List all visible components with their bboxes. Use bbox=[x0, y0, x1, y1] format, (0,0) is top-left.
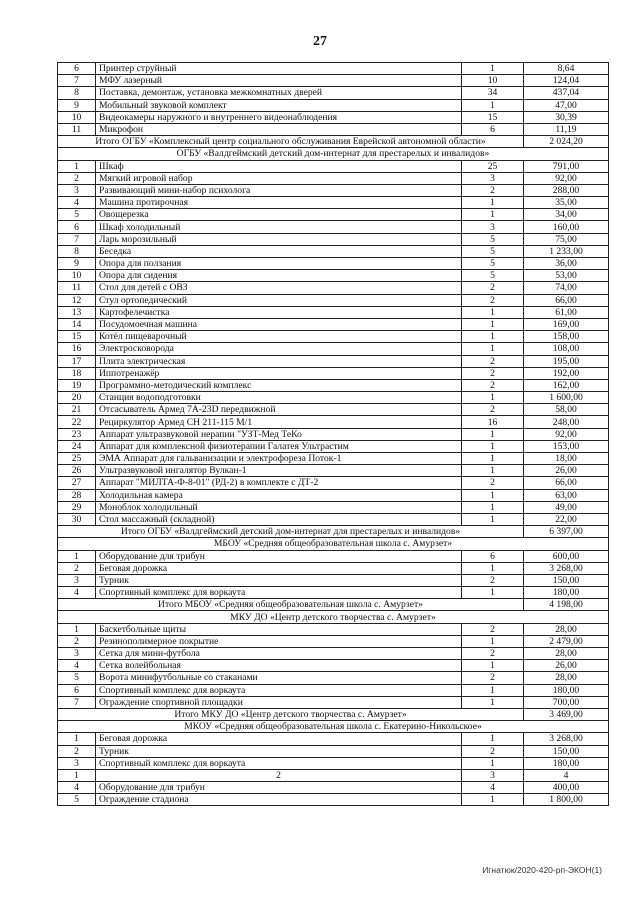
section-header-row bbox=[58, 538, 609, 550]
row-number: 5 bbox=[58, 794, 96, 806]
item-quantity: 1 bbox=[462, 513, 524, 525]
item-sum: 35,00 bbox=[524, 197, 609, 209]
footer-code: Игнатюк/2020-420-рп-ЭКОН(1) bbox=[482, 865, 602, 875]
row-number: 4 bbox=[58, 197, 96, 209]
row-number: 8 bbox=[58, 245, 96, 257]
item-sum: 153,00 bbox=[524, 440, 609, 452]
table-row bbox=[58, 245, 609, 257]
row-number: 1 bbox=[58, 160, 96, 172]
item-sum: 2 479,00 bbox=[524, 635, 609, 647]
item-quantity: 15 bbox=[462, 111, 524, 123]
total-row bbox=[58, 599, 609, 611]
item-sum: 169,00 bbox=[524, 318, 609, 330]
row-number: 1 bbox=[58, 733, 96, 745]
table-row bbox=[58, 99, 609, 111]
item-name: Поставка, демонтаж, установка межкомнатных дверей bbox=[96, 87, 462, 99]
item-quantity: 6 bbox=[462, 123, 524, 135]
total-label: Итого МКУ ДО «Центр детского творчества с. Амурзет» bbox=[58, 708, 524, 720]
row-number: 1 bbox=[58, 550, 96, 562]
table-row bbox=[58, 623, 609, 635]
item-name: Сетка волейбольная bbox=[96, 660, 462, 672]
item-quantity: 1 bbox=[462, 392, 524, 404]
item-name: Спортивный комплекс для воркаута bbox=[96, 684, 462, 696]
table-row bbox=[58, 75, 609, 87]
item-name: Аппарат для комплексной физиотерапии Галатея Ультрастим bbox=[96, 440, 462, 452]
table-row bbox=[58, 270, 609, 282]
item-sum: 195,00 bbox=[524, 355, 609, 367]
item-name: Программно-методический комплекс bbox=[96, 379, 462, 391]
item-name: Стул ортопедический bbox=[96, 294, 462, 306]
total-row bbox=[58, 526, 609, 538]
item-sum: 75,00 bbox=[524, 233, 609, 245]
row-number: 18 bbox=[58, 367, 96, 379]
item-name: Резинополимерное покрытие bbox=[96, 635, 462, 647]
row-number: 5 bbox=[58, 209, 96, 221]
row-number: 4 bbox=[58, 587, 96, 599]
item-name: Турник bbox=[96, 745, 462, 757]
item-sum: 180,00 bbox=[524, 684, 609, 696]
item-name: Рециркулятор Армед СН 211-115 М/1 bbox=[96, 416, 462, 428]
row-number: 2 bbox=[58, 562, 96, 574]
item-name: Турник bbox=[96, 574, 462, 586]
item-name: Аппарат ультразвуковой нерапии "УЗТ-Мед ТеКо bbox=[96, 428, 462, 440]
item-sum: 124,04 bbox=[524, 75, 609, 87]
table-row bbox=[58, 87, 609, 99]
table-row bbox=[58, 416, 609, 428]
table-row bbox=[58, 306, 609, 318]
table-row bbox=[58, 282, 609, 294]
row-number: 3 bbox=[58, 574, 96, 586]
table-row bbox=[58, 123, 609, 135]
table-row bbox=[58, 184, 609, 196]
row-number: 2 bbox=[58, 745, 96, 757]
item-quantity: 1 bbox=[462, 428, 524, 440]
table-row bbox=[58, 63, 609, 75]
item-quantity: 2 bbox=[462, 623, 524, 635]
table-row bbox=[58, 733, 609, 745]
item-name: Иппотренажёр bbox=[96, 367, 462, 379]
item-quantity: 1 bbox=[462, 684, 524, 696]
row-number: 12 bbox=[58, 294, 96, 306]
item-sum: 63,00 bbox=[524, 489, 609, 501]
section-header-row bbox=[58, 611, 609, 623]
table-row bbox=[58, 111, 609, 123]
table-row bbox=[58, 355, 609, 367]
item-quantity: 2 bbox=[462, 379, 524, 391]
total-row bbox=[58, 708, 609, 720]
item-quantity: 1 bbox=[462, 440, 524, 452]
item-sum: 437,04 bbox=[524, 87, 609, 99]
table-row bbox=[58, 587, 609, 599]
row-number: 10 bbox=[58, 270, 96, 282]
item-sum: 58,00 bbox=[524, 404, 609, 416]
item-quantity: 1 bbox=[462, 197, 524, 209]
item-quantity: 1 bbox=[462, 465, 524, 477]
item-quantity: 2 bbox=[462, 282, 524, 294]
item-name: Опора для сидения bbox=[96, 270, 462, 282]
table-row bbox=[58, 635, 609, 647]
item-sum: 192,00 bbox=[524, 367, 609, 379]
table-row bbox=[58, 465, 609, 477]
item-name: Котёл пищеварочный bbox=[96, 331, 462, 343]
row-number: 1 bbox=[58, 623, 96, 635]
item-name: Ультразвуковой ингалятор Вулкан-1 bbox=[96, 465, 462, 477]
item-name: ЭМА Аппарат для гальванизации и электрофореза Поток-1 bbox=[96, 453, 462, 465]
row-number: 6 bbox=[58, 684, 96, 696]
item-quantity: 4 bbox=[462, 782, 524, 794]
row-number: 23 bbox=[58, 428, 96, 440]
item-quantity: 1 bbox=[462, 63, 524, 75]
item-sum: 4 bbox=[524, 769, 609, 781]
item-name: Видеокамеры наружного и внутреннего видеонаблюдения bbox=[96, 111, 462, 123]
item-name: Овощерезка bbox=[96, 209, 462, 221]
row-number: 3 bbox=[58, 648, 96, 660]
table-row bbox=[58, 794, 609, 806]
row-number: 7 bbox=[58, 75, 96, 87]
item-quantity: 10 bbox=[462, 75, 524, 87]
item-sum: 150,00 bbox=[524, 574, 609, 586]
row-number: 2 bbox=[58, 635, 96, 647]
item-sum: 66,00 bbox=[524, 294, 609, 306]
table-row bbox=[58, 477, 609, 489]
page-number: 27 bbox=[313, 34, 327, 49]
row-number: 3 bbox=[58, 757, 96, 769]
item-quantity: 1 bbox=[462, 318, 524, 330]
row-number: 22 bbox=[58, 416, 96, 428]
item-sum: 108,00 bbox=[524, 343, 609, 355]
row-number: 9 bbox=[58, 99, 96, 111]
item-quantity: 3 bbox=[462, 221, 524, 233]
table-row bbox=[58, 367, 609, 379]
table-row bbox=[58, 318, 609, 330]
table-row bbox=[58, 160, 609, 172]
table-row bbox=[58, 648, 609, 660]
item-name: Беговая дорожка bbox=[96, 733, 462, 745]
item-quantity: 2 bbox=[462, 477, 524, 489]
item-quantity: 16 bbox=[462, 416, 524, 428]
item-sum: 180,00 bbox=[524, 757, 609, 769]
item-name: Развивающий мини-набор психолога bbox=[96, 184, 462, 196]
total-sum: 2 024,20 bbox=[524, 136, 609, 148]
item-name: Оборудование для трибун bbox=[96, 782, 462, 794]
table-row bbox=[58, 294, 609, 306]
item-sum: 30,39 bbox=[524, 111, 609, 123]
section-title: МКУ ДО «Центр детского творчества с. Амурзет» bbox=[58, 611, 609, 623]
table-row bbox=[58, 209, 609, 221]
item-sum: 700,00 bbox=[524, 696, 609, 708]
table-row bbox=[58, 660, 609, 672]
item-quantity: 5 bbox=[462, 258, 524, 270]
row-number: 13 bbox=[58, 306, 96, 318]
item-quantity: 1 bbox=[462, 209, 524, 221]
item-name: Стол для детей с ОВЗ bbox=[96, 282, 462, 294]
item-sum: 36,00 bbox=[524, 258, 609, 270]
item-sum: 400,00 bbox=[524, 782, 609, 794]
item-name: Машина протирочная bbox=[96, 197, 462, 209]
item-quantity: 5 bbox=[462, 270, 524, 282]
row-number: 9 bbox=[58, 258, 96, 270]
item-name: Шкаф bbox=[96, 160, 462, 172]
item-sum: 53,00 bbox=[524, 270, 609, 282]
item-quantity: 1 bbox=[462, 794, 524, 806]
item-name: Микрофон bbox=[96, 123, 462, 135]
table-row bbox=[58, 379, 609, 391]
item-quantity: 2 bbox=[462, 672, 524, 684]
table-row bbox=[58, 453, 609, 465]
total-sum: 6 397,00 bbox=[524, 526, 609, 538]
row-number: 24 bbox=[58, 440, 96, 452]
item-name: Электросковорода bbox=[96, 343, 462, 355]
row-number: 17 bbox=[58, 355, 96, 367]
item-quantity: 2 bbox=[462, 745, 524, 757]
item-quantity: 2 bbox=[462, 367, 524, 379]
total-label: Итого ОГБУ «Комплексный центр социального обслуживания Еврейской автономной области» bbox=[58, 136, 524, 148]
item-sum: 180,00 bbox=[524, 587, 609, 599]
table-row bbox=[58, 258, 609, 270]
item-name: Опора для ползания bbox=[96, 258, 462, 270]
item-quantity: 2 bbox=[462, 574, 524, 586]
item-sum: 18,00 bbox=[524, 453, 609, 465]
item-quantity: 5 bbox=[462, 245, 524, 257]
item-name: Посудомоечная машина bbox=[96, 318, 462, 330]
item-sum: 11,19 bbox=[524, 123, 609, 135]
item-sum: 22,00 bbox=[524, 513, 609, 525]
item-sum: 158,00 bbox=[524, 331, 609, 343]
item-quantity: 1 bbox=[462, 99, 524, 111]
table-row bbox=[58, 574, 609, 586]
item-sum: 8,64 bbox=[524, 63, 609, 75]
table-row bbox=[58, 428, 609, 440]
item-name: Холодильная камера bbox=[96, 489, 462, 501]
item-quantity: 1 bbox=[462, 696, 524, 708]
item-quantity: 25 bbox=[462, 160, 524, 172]
row-number: 4 bbox=[58, 782, 96, 794]
row-number: 11 bbox=[58, 282, 96, 294]
row-number: 1 bbox=[58, 769, 96, 781]
row-number: 6 bbox=[58, 63, 96, 75]
section-header-row bbox=[58, 721, 609, 733]
table-row bbox=[58, 696, 609, 708]
item-quantity: 2 bbox=[462, 355, 524, 367]
section-title: МКОУ «Средняя общеобразовательная школа с. Екатерино-Никольское» bbox=[58, 721, 609, 733]
table-row bbox=[58, 343, 609, 355]
item-sum: 74,00 bbox=[524, 282, 609, 294]
item-sum: 162,00 bbox=[524, 379, 609, 391]
total-sum: 3 469,00 bbox=[524, 708, 609, 720]
section-title: МБОУ «Средняя общеобразовательная школа с. Амурзет» bbox=[58, 538, 609, 550]
item-sum: 26,00 bbox=[524, 465, 609, 477]
row-number: 10 bbox=[58, 111, 96, 123]
item-sum: 61,00 bbox=[524, 306, 609, 318]
row-number: 2 bbox=[58, 172, 96, 184]
item-sum: 28,00 bbox=[524, 648, 609, 660]
item-quantity: 2 bbox=[462, 404, 524, 416]
row-number: 4 bbox=[58, 660, 96, 672]
row-number: 14 bbox=[58, 318, 96, 330]
item-name: Моноблок холодильный bbox=[96, 501, 462, 513]
item-sum: 248,00 bbox=[524, 416, 609, 428]
item-name: Сетка для мини-футбола bbox=[96, 648, 462, 660]
item-name: Станция водоподготовки bbox=[96, 392, 462, 404]
item-name: МФУ лазерный bbox=[96, 75, 462, 87]
item-name: Стол массажный (складной) bbox=[96, 513, 462, 525]
table-row bbox=[58, 501, 609, 513]
item-quantity: 1 bbox=[462, 635, 524, 647]
table-row bbox=[58, 489, 609, 501]
table-row bbox=[58, 331, 609, 343]
table-row bbox=[58, 221, 609, 233]
item-quantity: 3 bbox=[462, 172, 524, 184]
item-quantity: 1 bbox=[462, 660, 524, 672]
row-number: 28 bbox=[58, 489, 96, 501]
total-sum: 4 198,00 bbox=[524, 599, 609, 611]
section-header-row bbox=[58, 148, 609, 160]
item-quantity: 1 bbox=[462, 587, 524, 599]
row-number: 6 bbox=[58, 221, 96, 233]
row-number: 15 bbox=[58, 331, 96, 343]
item-name: Мобильный звуковой комплект bbox=[96, 99, 462, 111]
table-row bbox=[58, 672, 609, 684]
item-quantity: 6 bbox=[462, 550, 524, 562]
item-sum: 288,00 bbox=[524, 184, 609, 196]
item-sum: 28,00 bbox=[524, 623, 609, 635]
item-quantity: 1 bbox=[462, 453, 524, 465]
table-row bbox=[58, 550, 609, 562]
total-label: Итого ОГБУ «Валдгеймский детский дом-интернат для престарелых и инвалидов» bbox=[58, 526, 524, 538]
item-quantity: 34 bbox=[462, 87, 524, 99]
item-name: Спортивный комплекс для воркаута bbox=[96, 587, 462, 599]
table-row bbox=[58, 562, 609, 574]
row-number: 25 bbox=[58, 453, 96, 465]
item-name: Мягкий игровой набор bbox=[96, 172, 462, 184]
table-row bbox=[58, 197, 609, 209]
total-label: Итого МБОУ «Средняя общеобразовательная школа с. Амурзет» bbox=[58, 599, 524, 611]
item-sum: 92,00 bbox=[524, 428, 609, 440]
item-sum: 47,00 bbox=[524, 99, 609, 111]
item-sum: 28,00 bbox=[524, 672, 609, 684]
item-quantity: 1 bbox=[462, 757, 524, 769]
item-sum: 150,00 bbox=[524, 745, 609, 757]
item-name: Спортивный комплекс для воркаута bbox=[96, 757, 462, 769]
item-name: Шкаф холодильный bbox=[96, 221, 462, 233]
item-quantity: 1 bbox=[462, 489, 524, 501]
item-sum: 34,00 bbox=[524, 209, 609, 221]
row-number: 30 bbox=[58, 513, 96, 525]
item-name: Плита электрическая bbox=[96, 355, 462, 367]
item-name: Отсасыватель Армед 7А-23D передвижной bbox=[96, 404, 462, 416]
item-quantity: 2 bbox=[462, 648, 524, 660]
row-number: 8 bbox=[58, 87, 96, 99]
item-sum: 26,00 bbox=[524, 660, 609, 672]
row-number: 19 bbox=[58, 379, 96, 391]
item-quantity: 5 bbox=[462, 233, 524, 245]
item-quantity: 2 bbox=[462, 184, 524, 196]
item-name: Ограждение спортивной площадки bbox=[96, 696, 462, 708]
row-number: 27 bbox=[58, 477, 96, 489]
item-name: Беговая дорожка bbox=[96, 562, 462, 574]
row-number: 7 bbox=[58, 233, 96, 245]
item-name: Ларь морозильный bbox=[96, 233, 462, 245]
equipment-table bbox=[57, 62, 609, 806]
item-sum: 791,00 bbox=[524, 160, 609, 172]
item-name: Картофелечистка bbox=[96, 306, 462, 318]
section-title: ОГБУ «Валдгеймский детский дом-интернат для престарелых и инвалидов» bbox=[58, 148, 609, 160]
item-sum: 49,00 bbox=[524, 501, 609, 513]
table-row bbox=[58, 392, 609, 404]
item-quantity: 1 bbox=[462, 331, 524, 343]
table-row bbox=[58, 782, 609, 794]
item-name: Беседка bbox=[96, 245, 462, 257]
table-row bbox=[58, 440, 609, 452]
item-quantity: 2 bbox=[462, 294, 524, 306]
item-sum: 3 268,00 bbox=[524, 562, 609, 574]
row-number: 5 bbox=[58, 672, 96, 684]
table-row bbox=[58, 745, 609, 757]
item-sum: 3 268,00 bbox=[524, 733, 609, 745]
row-number: 29 bbox=[58, 501, 96, 513]
table-row bbox=[58, 684, 609, 696]
item-sum: 92,00 bbox=[524, 172, 609, 184]
row-number: 20 bbox=[58, 392, 96, 404]
item-name: 2 bbox=[96, 769, 462, 781]
item-name: Баскетбольные щиты bbox=[96, 623, 462, 635]
item-name: Принтер струйный bbox=[96, 63, 462, 75]
item-quantity: 1 bbox=[462, 343, 524, 355]
table-body bbox=[58, 63, 609, 806]
table-row bbox=[58, 172, 609, 184]
table-row bbox=[58, 757, 609, 769]
table-row bbox=[58, 404, 609, 416]
row-number: 11 bbox=[58, 123, 96, 135]
item-name: Ворота минифутбольные со стаканами bbox=[96, 672, 462, 684]
total-row bbox=[58, 136, 609, 148]
item-quantity: 1 bbox=[462, 306, 524, 318]
table-row bbox=[58, 513, 609, 525]
item-quantity: 3 bbox=[462, 769, 524, 781]
item-name: Ограждение стадиона bbox=[96, 794, 462, 806]
item-sum: 1 600,00 bbox=[524, 392, 609, 404]
item-name: Оборудование для трибун bbox=[96, 550, 462, 562]
row-number: 26 bbox=[58, 465, 96, 477]
item-name: Аппарат "МИЛТА-Ф-8-01" (РД-2) в комплекте с ДТ-2 bbox=[96, 477, 462, 489]
item-sum: 1 233,00 bbox=[524, 245, 609, 257]
item-quantity: 1 bbox=[462, 562, 524, 574]
item-quantity: 1 bbox=[462, 733, 524, 745]
item-sum: 600,00 bbox=[524, 550, 609, 562]
column-numbers-row bbox=[58, 769, 609, 781]
row-number: 3 bbox=[58, 184, 96, 196]
row-number: 7 bbox=[58, 696, 96, 708]
item-sum: 160,00 bbox=[524, 221, 609, 233]
item-sum: 1 800,00 bbox=[524, 794, 609, 806]
row-number: 16 bbox=[58, 343, 96, 355]
row-number: 21 bbox=[58, 404, 96, 416]
table-row bbox=[58, 233, 609, 245]
item-sum: 66,00 bbox=[524, 477, 609, 489]
item-quantity: 1 bbox=[462, 501, 524, 513]
